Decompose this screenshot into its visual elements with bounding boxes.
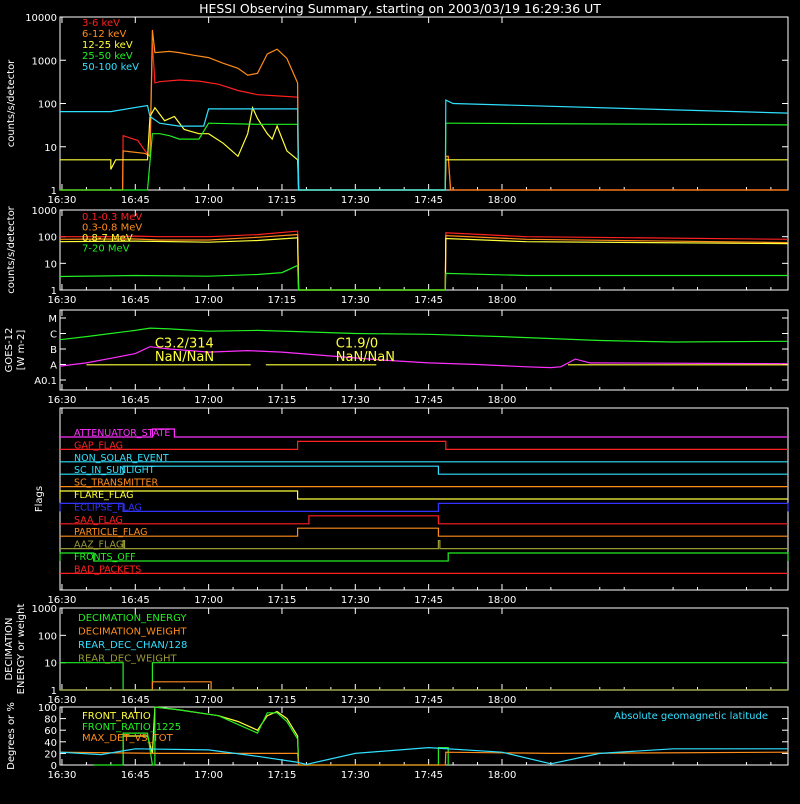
x-tick-label: 18:00 — [487, 395, 517, 406]
x-tick-label: 18:00 — [487, 295, 517, 306]
x-tick-label: 17:30 — [340, 395, 370, 406]
x-tick-label: 17:30 — [340, 695, 370, 706]
x-tick-label: 16:45 — [120, 395, 150, 406]
y-tick-label: 10 — [44, 658, 57, 670]
flare-annotation: NaN/NaN — [154, 349, 215, 365]
legend-entry: FRONT_RATIO_1225 — [82, 722, 182, 733]
y-tick-label: 100 — [37, 703, 57, 714]
x-tick-label: 17:00 — [194, 595, 224, 606]
y-tick-label: 10 — [44, 259, 57, 271]
x-tick-label: 17:30 — [340, 195, 370, 206]
flag-label: BAD_PACKETS — [74, 564, 142, 576]
flag-label: FRONTS_OFF — [74, 552, 136, 563]
flag-label: SC_IN_SUNLIGHT — [74, 465, 155, 477]
x-tick-label: 16:30 — [47, 295, 77, 306]
x-tick-label: 17:30 — [340, 595, 370, 606]
x-tick-label: 16:45 — [120, 195, 150, 206]
x-tick-label: 17:45 — [414, 695, 444, 706]
y-tick-label: A — [50, 360, 57, 372]
y-tick-label: 0 — [50, 761, 57, 772]
legend-entry: REAR_DEC_WEIGHT — [78, 653, 177, 665]
x-tick-label: 17:45 — [414, 770, 444, 781]
y-tick-label: 80 — [44, 714, 57, 726]
y-axis-label: GOES-12 — [4, 327, 15, 373]
y-axis-label: DECIMATION — [4, 617, 15, 681]
y-tick-label: 1 — [50, 286, 57, 297]
x-tick-label: 17:15 — [267, 595, 297, 606]
y-axis-label: counts/s/detector — [6, 59, 17, 148]
x-tick-label: 17:30 — [340, 295, 370, 306]
y-axis-label: [W m-2] — [16, 329, 27, 371]
legend-entry: 7-20 MeV — [82, 243, 130, 255]
legend-entry: 12-25 keV — [82, 40, 133, 51]
x-tick-label: 17:30 — [340, 770, 370, 781]
legend-entry: 6-12 keV — [82, 29, 127, 40]
legend-entry: FRONT_RATIO — [82, 711, 151, 722]
y-tick-label: 1000 — [31, 604, 57, 615]
flag-label: ATTENUATOR_STATE — [74, 428, 171, 439]
x-tick-label: 17:15 — [267, 295, 297, 306]
y-tick-label: 1 — [50, 686, 57, 697]
flare-annotation: NaN/NaN — [335, 349, 395, 365]
x-tick-label: 17:00 — [194, 395, 224, 406]
y-tick-label: 100 — [37, 631, 57, 643]
legend-entry: REAR_DEC_CHAN/128 — [78, 640, 188, 651]
flag-label: SAA_FLAG — [74, 514, 123, 526]
plot-title: HESSI Observing Summary, starting on 2003/03/19 16:29:36 UT — [199, 1, 601, 16]
y-axis-label: counts/s/detector — [6, 206, 17, 294]
x-tick-label: 18:00 — [487, 695, 517, 706]
x-tick-label: 17:45 — [414, 195, 444, 206]
legend-entry: DECIMATION_WEIGHT — [78, 626, 187, 638]
legend-entry: MAX_DET_VS_TOT — [82, 733, 173, 744]
x-tick-label: 17:15 — [267, 395, 297, 406]
y-axis-label: ENERGY or weight — [16, 603, 27, 695]
y-axis-label: Degrees or % — [6, 702, 17, 770]
legend-entry: Absolute geomagnetic latitude — [614, 711, 768, 722]
y-tick-label: 20 — [44, 749, 57, 761]
y-tick-label: 100 — [37, 232, 57, 244]
legend-entry: 0.1-0.3 MeV — [82, 212, 143, 223]
x-tick-label: 16:45 — [120, 595, 150, 606]
x-tick-label: 17:00 — [194, 770, 224, 781]
x-tick-label: 17:00 — [194, 695, 224, 706]
y-tick-label: 1000 — [31, 56, 57, 68]
x-tick-label: 17:45 — [414, 595, 444, 606]
flag-label: AAZ_FLAG — [74, 539, 124, 551]
x-tick-label: 16:30 — [47, 695, 77, 706]
legend-entry: 25-50 keV — [82, 51, 133, 62]
y-tick-label: M — [48, 314, 57, 325]
y-tick-label: 1000 — [31, 206, 57, 217]
x-tick-label: 16:45 — [120, 770, 150, 781]
legend-entry: 0.8-7 MeV — [82, 233, 133, 244]
y-tick-label: 1 — [50, 186, 57, 197]
flag-label: GAP_FLAG — [74, 440, 124, 452]
x-tick-label: 16:30 — [47, 595, 77, 606]
y-tick-label: A0.1 — [34, 376, 57, 387]
x-tick-label: 17:45 — [414, 295, 444, 306]
flag-label: NON_SOLAR_EVENT — [74, 452, 169, 464]
y-axis-label: Flags — [34, 485, 45, 513]
legend-entry: DECIMATION_ENERGY — [78, 613, 187, 624]
x-tick-label: 16:45 — [120, 295, 150, 306]
legend-entry: 0.3-0.8 MeV — [82, 222, 143, 234]
x-tick-label: 16:45 — [120, 695, 150, 706]
x-tick-label: 18:00 — [487, 770, 517, 781]
y-tick-label: B — [50, 345, 57, 356]
y-tick-label: 10000 — [25, 13, 57, 24]
y-tick-label: C — [50, 329, 57, 341]
flag-label: PARTICLE_FLAG — [74, 527, 148, 539]
flare-annotation: C1.9/0 — [335, 336, 379, 352]
x-tick-label: 16:30 — [47, 395, 77, 406]
flag-label: FLARE_FLAG — [74, 490, 134, 501]
x-tick-label: 16:30 — [47, 195, 77, 206]
flare-annotation: C3.2/314 — [154, 336, 214, 352]
x-tick-label: 17:45 — [414, 395, 444, 406]
legend-entry: 3-6 keV — [82, 18, 120, 29]
x-tick-label: 17:15 — [267, 695, 297, 706]
y-tick-label: 10 — [44, 142, 57, 154]
x-tick-label: 16:30 — [47, 770, 77, 781]
flag-label: SC_TRANSMITTER — [74, 477, 159, 489]
x-tick-label: 17:15 — [267, 770, 297, 781]
x-tick-label: 18:00 — [487, 195, 517, 206]
flag-label: ECLIPSE_FLAG — [74, 502, 142, 514]
x-tick-label: 18:00 — [487, 595, 517, 606]
y-tick-label: 60 — [44, 726, 57, 738]
y-tick-label: 40 — [44, 737, 57, 749]
legend-entry: 50-100 keV — [82, 62, 140, 73]
x-tick-label: 17:00 — [194, 195, 224, 206]
y-tick-label: 100 — [37, 99, 57, 111]
x-tick-label: 17:15 — [267, 195, 297, 206]
x-tick-label: 17:00 — [194, 295, 224, 306]
